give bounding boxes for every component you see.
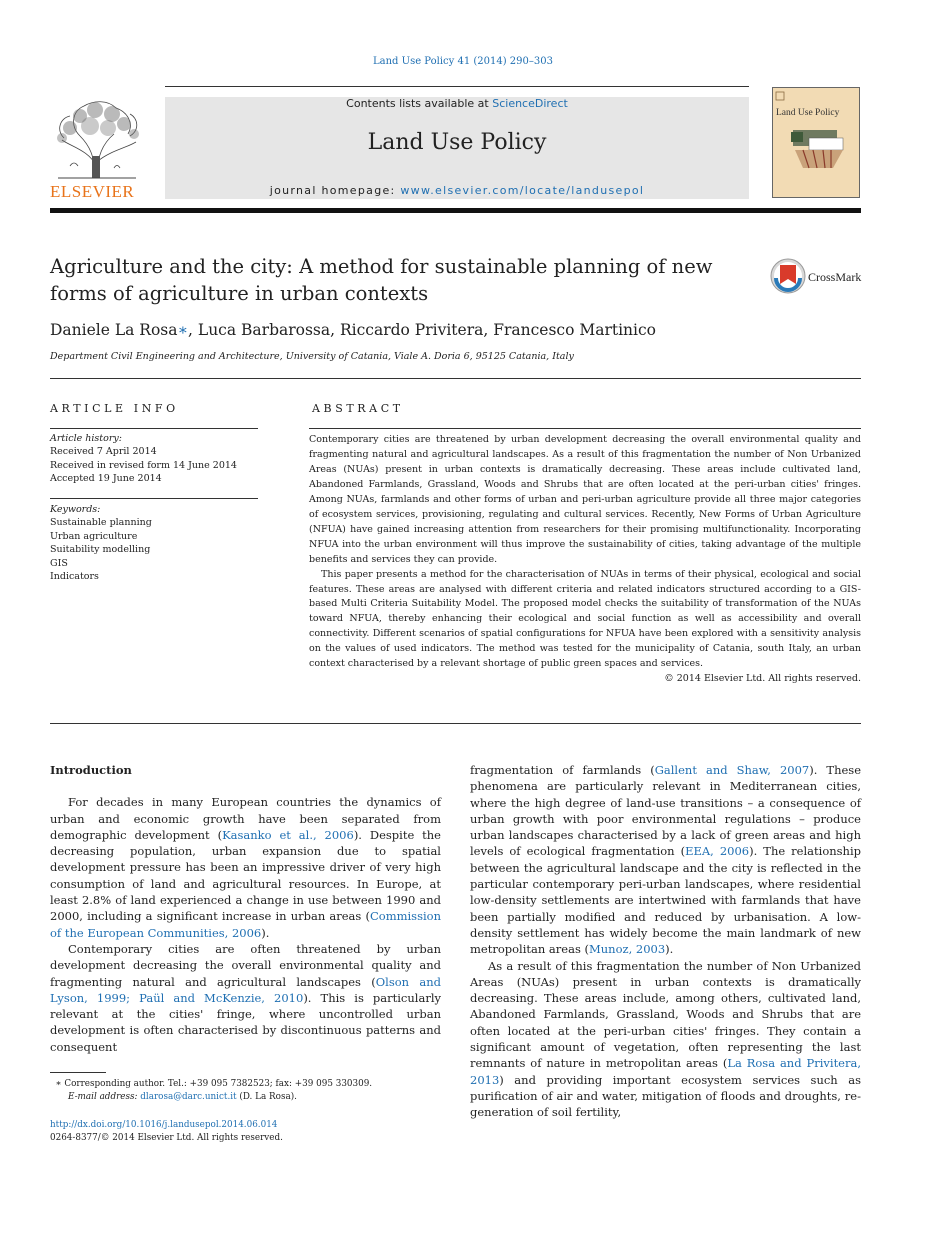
keywords-label: Keywords: — [50, 504, 101, 515]
email-link[interactable]: dlarosa@darc.unict.it — [140, 1092, 237, 1103]
body-text: fragmentation of farmlands ( — [470, 763, 655, 777]
abstract-heading: ABSTRACT — [312, 402, 404, 415]
article-title: Agriculture and the city: A method for sustainable planning of new forms of agriculture in urban contexts — [50, 255, 713, 305]
journal-homepage-link[interactable]: www.elsevier.com/locate/landusepol — [400, 184, 645, 197]
body-text: ). Despite the decreasing population, urban expansion due to spatial development pressure has been an impressive driver of very high consumption of land and agricultural resources. In Europe, at least 2.8% of land experienced a change in use between 1990 and 2000, including a significant increase in urban areas ( — [50, 827, 441, 924]
body-text: ). — [261, 925, 270, 940]
abstract-copyright: © 2014 Elsevier Ltd. All rights reserved. — [664, 673, 861, 685]
header-thick-rule — [50, 208, 861, 213]
article-history — [50, 432, 258, 486]
history-received: Received 7 April 2014 — [50, 446, 157, 458]
article-info-heading: ARTICLE INFO — [50, 402, 179, 415]
body-text: As a result of this fragmentation the number of Non Urbanized Areas (NUAs) present in urban contexts is dramatically decreasing. These areas include, among others, cultivated land, Abandoned Farmlands, Grassland, Woods and Shrubs that are often located at the peri-urban cities' fringes. They contain a significant amount of vegetation, often representing the last remnants of nature in metropolitan areas ( — [470, 958, 861, 1071]
doi-link[interactable]: http://dx.doi.org/10.1016/j.landusepol.2014.06.014 — [50, 1120, 278, 1130]
abstract-rule — [309, 428, 861, 429]
corresponding-author-mark[interactable]: ∗ — [177, 321, 189, 339]
footnote-star: ∗ — [55, 1079, 62, 1089]
journal-homepage-line — [165, 184, 749, 197]
keywords-rule — [50, 498, 258, 499]
homepage-prefix: journal homepage: — [269, 184, 401, 197]
keyword-item: Suitability modelling — [50, 544, 151, 556]
citation-link[interactable]: La Rosa and Privitera, 2013 — [470, 1056, 861, 1087]
footnote-contact — [50, 1078, 441, 1091]
footnote-rule — [50, 1072, 106, 1073]
body-paragraph — [470, 762, 861, 958]
body-left-column — [50, 762, 441, 1055]
body-text: Contemporary cities are often threatened by urban development decreasing the overall environmental quality and fragmenting natural and agricultural landscapes ( — [50, 941, 441, 989]
abstract-paragraph: Contemporary cities are threatened by urban development decreasing the overall environmental quality and fragmenting natural and agricultural landscapes. As a result of this fragmentation the number of Non Urbanized Areas (NUAs) present in urban contexts is dramatically decreasing. These areas include cultivated land, Abandoned Farmlands, Grassland, Woods and Shrubs that are often located at the peri-urban cities' fringes. Among NUAs, farmlands and other forms of urban and peri-urban agriculture provide all three major categories of ecosystem services, provisioning, regulating and cultural services. Recently, New Forms of Urban Agriculture (NFUA) have gained increasing attention from researchers for their promising multifunctionality. Incorporating NFUA into the urban environment will thus improve the sustainability of cities, taking advantage of the multiple benefits and services they can provide. — [309, 434, 861, 565]
footnote-email-line — [50, 1091, 441, 1104]
journal-cover-image — [772, 87, 860, 198]
body-text: ). — [665, 942, 674, 957]
body-text: For decades in many European countries the dynamics of urban and economic growth have been separated from demographic development ( — [50, 795, 441, 842]
keyword-item: Sustainable planning — [50, 517, 152, 529]
abstract-bottom-rule — [50, 723, 861, 724]
email-label: E-mail address: — [68, 1092, 138, 1103]
abstract-text — [309, 433, 861, 687]
article-info-rule — [50, 428, 258, 429]
article-history-label: Article history: — [50, 433, 122, 444]
journal-title: Land Use Policy — [367, 130, 547, 155]
introduction-heading: Introduction — [50, 763, 132, 777]
footnote-phone: Corresponding author. Tel.: +39 095 7382523; fax: +39 095 330309. — [61, 1079, 373, 1089]
keyword-item: Indicators — [50, 571, 99, 583]
coauthor-names: , Luca Barbarossa, Riccardo Privitera, Francesco Martinico — [188, 321, 657, 339]
crossmark-icon[interactable] — [770, 258, 806, 294]
body-text: ). These phenomena are particularly relevant in Mediterranean cities, where the high degree of land-use transitions – a consequence of urban growth with poor environmental regulations – produce urban landscapes characterised by a lack of green areas and high levels of ecological fragmentation ( — [470, 763, 862, 859]
body-text: ). This is particularly relevant at the cities' fringe, where uncontrolled urban development is often characterised by discontinuous patterns and consequent — [50, 990, 441, 1054]
citation-link[interactable]: Kasanko et al., 2006 — [222, 827, 354, 842]
history-revised: Received in revised form 14 June 2014 — [50, 459, 237, 471]
corresponding-author-footnote — [50, 1078, 441, 1105]
elsevier-wordmark: ELSEVIER — [50, 182, 135, 201]
body-text: ) and providing important ecosystem services such as purification of air and water, mitigation of floods and droughts, re-generation of soil fertility, — [470, 1072, 861, 1120]
body-paragraph — [50, 941, 441, 1055]
keyword-item: Urban agriculture — [50, 530, 138, 542]
doi-block — [50, 1119, 283, 1146]
cover-title: Land Use Policy — [776, 108, 840, 118]
email-owner: (D. La Rosa). — [236, 1092, 297, 1103]
body-right-column — [470, 762, 861, 1121]
issn-line: 0264-8377/© 2014 Elsevier Ltd. All rights reserved. — [50, 1133, 283, 1144]
crossmark-label[interactable]: CrossMark — [808, 270, 862, 284]
abstract-paragraph: This paper presents a method for the characterisation of NUAs in terms of their physical, ecological and social features. These areas are analysed with different criteria and related indicators structured according to a GIS-based Multi Criteria Suitability Model. The proposed model checks the suitability of transformation of the NUAs toward NFUA, thereby enhancing their ecological and social function as well as accessibility and overall connectivity. Different scenarios of spatial configurations for NFUA have been explored with a sensitivity analysis on the values of used indicators. The method was tested for the municipality of Catania, south Italy, an urban context characterised by a relevant shortage of public green spaces and services. — [309, 568, 861, 670]
body-paragraph — [50, 794, 441, 941]
citation-link[interactable]: Commission of the European Communities, 2006 — [50, 909, 441, 940]
corresponding-author-name: Daniele La Rosa — [50, 321, 178, 339]
contents-line — [165, 97, 749, 110]
contents-prefix: Contents lists available at — [346, 97, 493, 110]
header-top-rule — [165, 86, 749, 87]
title-block-rule — [50, 378, 861, 379]
history-accepted: Accepted 19 June 2014 — [50, 473, 162, 485]
journal-reference-link[interactable]: Land Use Policy 41 (2014) 290–303 — [373, 56, 553, 67]
citation-link[interactable]: Munoz, 2003 — [589, 942, 666, 957]
author-list — [50, 321, 656, 339]
sciencedirect-link[interactable]: ScienceDirect — [492, 97, 568, 110]
citation-link[interactable]: Olson and Lyson, 1999; Paül and McKenzie, 2010 — [50, 974, 441, 1005]
citation-link[interactable]: Gallent and Shaw, 2007 — [654, 763, 810, 777]
body-paragraph — [470, 958, 861, 1121]
cover-illustration — [773, 88, 860, 198]
body-text: ). The relationship between the agricultural landscape and the city is reflected in the particular contemporary peri-urban landscapes, where residential low-density settlements are intertwined with farmlands that have been partially modified and reduced by urbanisation. A low-density settlement has widely become the main landmark of new metropolitan areas ( — [470, 844, 861, 957]
keywords-block — [50, 503, 258, 583]
citation-link[interactable]: EEA, 2006 — [685, 844, 750, 859]
keyword-item: GIS — [50, 557, 68, 569]
author-affiliation: Department Civil Engineering and Architecture, University of Catania, Viale A. Doria 6, 95125 Catania, Italy — [50, 351, 574, 362]
